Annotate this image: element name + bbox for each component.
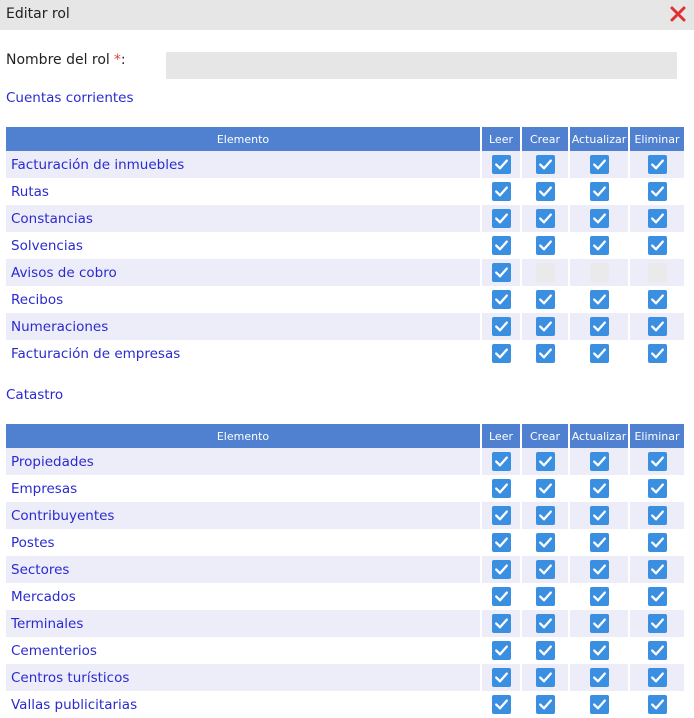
checkmark-icon [648, 668, 667, 687]
read-checkbox[interactable] [492, 668, 511, 687]
element-name-sectores: Sectores [6, 556, 480, 583]
checkmark-icon [492, 236, 511, 255]
permission-cell-update [568, 691, 628, 718]
delete-checkbox[interactable] [648, 317, 667, 336]
permission-cell-update [568, 529, 628, 556]
required-mark: * [113, 52, 121, 68]
permission-cell-read [480, 313, 520, 340]
checkmark-icon [648, 182, 667, 201]
update-checkbox[interactable] [590, 614, 609, 633]
read-checkbox[interactable] [492, 587, 511, 606]
create-checkbox[interactable] [536, 344, 555, 363]
permission-cell-read [480, 448, 520, 475]
checkmark-icon [648, 155, 667, 174]
label-colon: : [120, 52, 126, 68]
checkmark-icon [536, 209, 555, 228]
checkmark-icon [492, 290, 511, 309]
table-row [6, 448, 684, 475]
element-name-empresas: Empresas [6, 475, 480, 502]
element-name-propiedades: Propiedades [6, 448, 480, 475]
read-checkbox[interactable] [492, 560, 511, 579]
column-header-update: Actualizar [568, 424, 628, 448]
delete-checkbox[interactable] [648, 182, 667, 201]
delete-checkbox[interactable] [648, 695, 667, 714]
permission-cell-create [520, 664, 568, 691]
checkmark-icon [648, 560, 667, 579]
permission-cell-delete [628, 313, 684, 340]
checkmark-icon [492, 479, 511, 498]
read-checkbox[interactable] [492, 452, 511, 471]
table-row [6, 475, 684, 502]
permission-cell-create [520, 178, 568, 205]
create-checkbox[interactable] [536, 506, 555, 525]
permission-cell-create [520, 151, 568, 178]
permission-cell-create [520, 637, 568, 664]
checkmark-icon [492, 641, 511, 660]
checkmark-icon [590, 695, 609, 714]
permission-cell-delete [628, 448, 684, 475]
section-title-catastro: Catastro [6, 387, 64, 403]
delete-checkbox[interactable] [648, 344, 667, 363]
permission-cell-read [480, 583, 520, 610]
checkmark-icon [590, 587, 609, 606]
section-title-cuentas-corrientes: Cuentas corrientes [6, 90, 134, 106]
checkmark-icon [536, 155, 555, 174]
column-header-read: Leer [480, 127, 520, 151]
update-checkbox[interactable] [590, 236, 609, 255]
checkmark-icon [590, 560, 609, 579]
permission-cell-read [480, 259, 520, 286]
element-name-recibos: Recibos [6, 286, 480, 313]
permission-cell-update [568, 610, 628, 637]
element-name-constancias: Constancias [6, 205, 480, 232]
read-checkbox[interactable] [492, 344, 511, 363]
checkmark-icon [536, 452, 555, 471]
permission-cell-create [520, 556, 568, 583]
permission-cell-update [568, 583, 628, 610]
element-name-rutas: Rutas [6, 178, 480, 205]
checkmark-icon [492, 587, 511, 606]
checkmark-icon [648, 479, 667, 498]
create-checkbox[interactable] [536, 452, 555, 471]
column-header-create: Crear [520, 127, 568, 151]
update-checkbox-disabled [590, 263, 609, 282]
permission-cell-create [520, 205, 568, 232]
permission-cell-read [480, 610, 520, 637]
permission-cell-delete [628, 475, 684, 502]
checkmark-icon [492, 614, 511, 633]
read-checkbox[interactable] [492, 209, 511, 228]
table-row [6, 259, 684, 286]
checkmark-icon [536, 344, 555, 363]
checkmark-icon [590, 209, 609, 228]
checkmark-icon [648, 506, 667, 525]
element-name-numeraciones: Numeraciones [6, 313, 480, 340]
element-name-terminales: Terminales [6, 610, 480, 637]
checkmark-icon [492, 560, 511, 579]
permission-cell-create [520, 313, 568, 340]
update-checkbox[interactable] [590, 344, 609, 363]
checkmark-icon [590, 479, 609, 498]
permission-cell-update [568, 448, 628, 475]
checkmark-icon [590, 317, 609, 336]
checkmark-icon [648, 614, 667, 633]
column-header-element: Elemento [6, 127, 480, 151]
permission-cell-update [568, 259, 628, 286]
update-checkbox[interactable] [590, 533, 609, 552]
close-icon[interactable] [668, 3, 688, 25]
permission-cell-update [568, 205, 628, 232]
delete-checkbox[interactable] [648, 479, 667, 498]
update-checkbox[interactable] [590, 506, 609, 525]
read-checkbox[interactable] [492, 290, 511, 309]
table-row [6, 583, 684, 610]
table-row [6, 340, 684, 367]
checkmark-icon [536, 560, 555, 579]
permission-cell-read [480, 286, 520, 313]
checkmark-icon [536, 290, 555, 309]
checkmark-icon [590, 668, 609, 687]
permission-cell-read [480, 475, 520, 502]
create-checkbox[interactable] [536, 182, 555, 201]
create-checkbox-disabled [536, 263, 555, 282]
checkmark-icon [536, 695, 555, 714]
permission-cell-read [480, 691, 520, 718]
permission-cell-delete [628, 610, 684, 637]
update-checkbox[interactable] [590, 668, 609, 687]
table-row [6, 556, 684, 583]
update-checkbox[interactable] [590, 317, 609, 336]
create-checkbox[interactable] [536, 236, 555, 255]
read-checkbox[interactable] [492, 236, 511, 255]
update-checkbox[interactable] [590, 209, 609, 228]
column-header-delete: Eliminar [628, 127, 684, 151]
delete-checkbox[interactable] [648, 614, 667, 633]
create-checkbox[interactable] [536, 587, 555, 606]
delete-checkbox[interactable] [648, 641, 667, 660]
role-name-label-text: Nombre del rol [6, 52, 110, 68]
checkmark-icon [590, 155, 609, 174]
close-button[interactable] [668, 3, 688, 25]
column-header-read: Leer [480, 424, 520, 448]
element-name-facturacion-de-inmuebles: Facturación de inmuebles [6, 151, 480, 178]
checkmark-icon [492, 263, 511, 282]
permission-cell-delete [628, 502, 684, 529]
checkmark-icon [492, 668, 511, 687]
update-checkbox[interactable] [590, 560, 609, 579]
table-row [6, 178, 684, 205]
permission-cell-read [480, 340, 520, 367]
checkmark-icon [648, 641, 667, 660]
column-header-element: Elemento [6, 424, 480, 448]
permission-cell-create [520, 529, 568, 556]
checkmark-icon [492, 209, 511, 228]
permissions-table-cuentas-corrientes [6, 127, 684, 367]
create-checkbox[interactable] [536, 533, 555, 552]
checkmark-icon [492, 533, 511, 552]
dialog-titlebar [0, 0, 694, 30]
permission-cell-update [568, 151, 628, 178]
permission-cell-read [480, 502, 520, 529]
permission-cell-delete [628, 583, 684, 610]
checkmark-icon [536, 182, 555, 201]
delete-checkbox[interactable] [648, 290, 667, 309]
permission-cell-delete [628, 529, 684, 556]
checkmark-icon [536, 506, 555, 525]
element-name-vallas-publicitarias: Vallas publicitarias [6, 691, 480, 718]
permission-cell-delete [628, 232, 684, 259]
role-name-input[interactable] [166, 52, 677, 79]
permission-cell-delete [628, 286, 684, 313]
checkmark-icon [536, 317, 555, 336]
permission-cell-update [568, 664, 628, 691]
checkmark-icon [590, 182, 609, 201]
read-checkbox[interactable] [492, 641, 511, 660]
read-checkbox[interactable] [492, 317, 511, 336]
element-name-avisos-de-cobro: Avisos de cobro [6, 259, 480, 286]
checkmark-icon [492, 317, 511, 336]
read-checkbox[interactable] [492, 155, 511, 174]
permissions-table-catastro [6, 424, 684, 718]
update-checkbox[interactable] [590, 155, 609, 174]
checkmark-icon [492, 452, 511, 471]
permission-cell-create [520, 583, 568, 610]
create-checkbox[interactable] [536, 668, 555, 687]
table-header-row [6, 424, 684, 448]
delete-checkbox[interactable] [648, 668, 667, 687]
permission-cell-update [568, 178, 628, 205]
checkmark-icon [648, 695, 667, 714]
update-checkbox[interactable] [590, 452, 609, 471]
permission-cell-read [480, 637, 520, 664]
checkmark-icon [648, 317, 667, 336]
checkmark-icon [536, 641, 555, 660]
delete-checkbox[interactable] [648, 506, 667, 525]
read-checkbox[interactable] [492, 479, 511, 498]
delete-checkbox[interactable] [648, 533, 667, 552]
table-row [6, 610, 684, 637]
create-checkbox[interactable] [536, 614, 555, 633]
table-header-row [6, 127, 684, 151]
checkmark-icon [648, 209, 667, 228]
delete-checkbox[interactable] [648, 236, 667, 255]
element-name-mercados: Mercados [6, 583, 480, 610]
permission-cell-read [480, 151, 520, 178]
checkmark-icon [536, 479, 555, 498]
read-checkbox[interactable] [492, 614, 511, 633]
permission-cell-delete [628, 556, 684, 583]
element-name-solvencias: Solvencias [6, 232, 480, 259]
table-row [6, 151, 684, 178]
element-name-contribuyentes: Contribuyentes [6, 502, 480, 529]
read-checkbox[interactable] [492, 533, 511, 552]
dialog-title: Editar rol [6, 6, 70, 22]
permission-cell-update [568, 502, 628, 529]
permission-cell-delete [628, 637, 684, 664]
permission-cell-create [520, 502, 568, 529]
create-checkbox[interactable] [536, 695, 555, 714]
update-checkbox[interactable] [590, 182, 609, 201]
column-header-delete: Eliminar [628, 424, 684, 448]
checkmark-icon [590, 344, 609, 363]
checkmark-icon [590, 506, 609, 525]
permission-cell-create [520, 232, 568, 259]
checkmark-icon [492, 344, 511, 363]
permission-cell-create [520, 475, 568, 502]
create-checkbox[interactable] [536, 479, 555, 498]
permission-cell-update [568, 313, 628, 340]
permission-cell-read [480, 205, 520, 232]
permission-cell-update [568, 340, 628, 367]
permission-cell-read [480, 178, 520, 205]
element-name-facturacion-de-empresas: Facturación de empresas [6, 340, 480, 367]
create-checkbox[interactable] [536, 560, 555, 579]
update-checkbox[interactable] [590, 641, 609, 660]
permission-cell-create [520, 448, 568, 475]
permission-cell-update [568, 286, 628, 313]
checkmark-icon [492, 695, 511, 714]
read-checkbox[interactable] [492, 182, 511, 201]
checkmark-icon [590, 290, 609, 309]
table-row [6, 502, 684, 529]
checkmark-icon [492, 155, 511, 174]
permission-cell-delete [628, 340, 684, 367]
element-name-cementerios: Cementerios [6, 637, 480, 664]
checkmark-icon [590, 452, 609, 471]
create-checkbox[interactable] [536, 209, 555, 228]
permission-cell-delete [628, 151, 684, 178]
permission-cell-create [520, 286, 568, 313]
checkmark-icon [648, 533, 667, 552]
permission-cell-delete [628, 259, 684, 286]
permission-cell-update [568, 637, 628, 664]
permission-cell-create [520, 610, 568, 637]
permission-cell-read [480, 232, 520, 259]
permission-cell-create [520, 340, 568, 367]
create-checkbox[interactable] [536, 641, 555, 660]
update-checkbox[interactable] [590, 587, 609, 606]
permission-cell-update [568, 475, 628, 502]
table-row [6, 691, 684, 718]
checkmark-icon [536, 533, 555, 552]
table-row [6, 232, 684, 259]
update-checkbox[interactable] [590, 479, 609, 498]
read-checkbox[interactable] [492, 695, 511, 714]
permission-cell-update [568, 232, 628, 259]
table-row [6, 313, 684, 340]
element-name-postes: Postes [6, 529, 480, 556]
create-checkbox[interactable] [536, 290, 555, 309]
checkmark-icon [648, 452, 667, 471]
table-row [6, 205, 684, 232]
checkmark-icon [648, 344, 667, 363]
table-row [6, 529, 684, 556]
checkmark-icon [590, 614, 609, 633]
table-row [6, 286, 684, 313]
checkmark-icon [590, 641, 609, 660]
checkmark-icon [492, 506, 511, 525]
delete-checkbox-disabled [648, 263, 667, 282]
permission-cell-create [520, 691, 568, 718]
delete-checkbox[interactable] [648, 209, 667, 228]
table-row [6, 664, 684, 691]
checkmark-icon [590, 236, 609, 255]
checkmark-icon [492, 182, 511, 201]
read-checkbox[interactable] [492, 263, 511, 282]
element-name-centros-turisticos: Centros turísticos [6, 664, 480, 691]
column-header-create: Crear [520, 424, 568, 448]
permission-cell-read [480, 556, 520, 583]
read-checkbox[interactable] [492, 506, 511, 525]
permission-cell-create [520, 259, 568, 286]
permission-cell-read [480, 529, 520, 556]
checkmark-icon [648, 587, 667, 606]
permission-cell-read [480, 664, 520, 691]
role-name-label [6, 52, 126, 68]
checkmark-icon [648, 290, 667, 309]
permission-cell-update [568, 556, 628, 583]
update-checkbox[interactable] [590, 695, 609, 714]
delete-checkbox[interactable] [648, 452, 667, 471]
delete-checkbox[interactable] [648, 155, 667, 174]
checkmark-icon [536, 668, 555, 687]
update-checkbox[interactable] [590, 290, 609, 309]
delete-checkbox[interactable] [648, 587, 667, 606]
permission-cell-delete [628, 664, 684, 691]
create-checkbox[interactable] [536, 317, 555, 336]
permission-cell-delete [628, 691, 684, 718]
checkmark-icon [590, 533, 609, 552]
create-checkbox[interactable] [536, 155, 555, 174]
permission-cell-delete [628, 178, 684, 205]
checkmark-icon [648, 236, 667, 255]
checkmark-icon [536, 587, 555, 606]
permission-cell-delete [628, 205, 684, 232]
checkmark-icon [536, 236, 555, 255]
checkmark-icon [536, 614, 555, 633]
column-header-update: Actualizar [568, 127, 628, 151]
table-row [6, 637, 684, 664]
delete-checkbox[interactable] [648, 560, 667, 579]
